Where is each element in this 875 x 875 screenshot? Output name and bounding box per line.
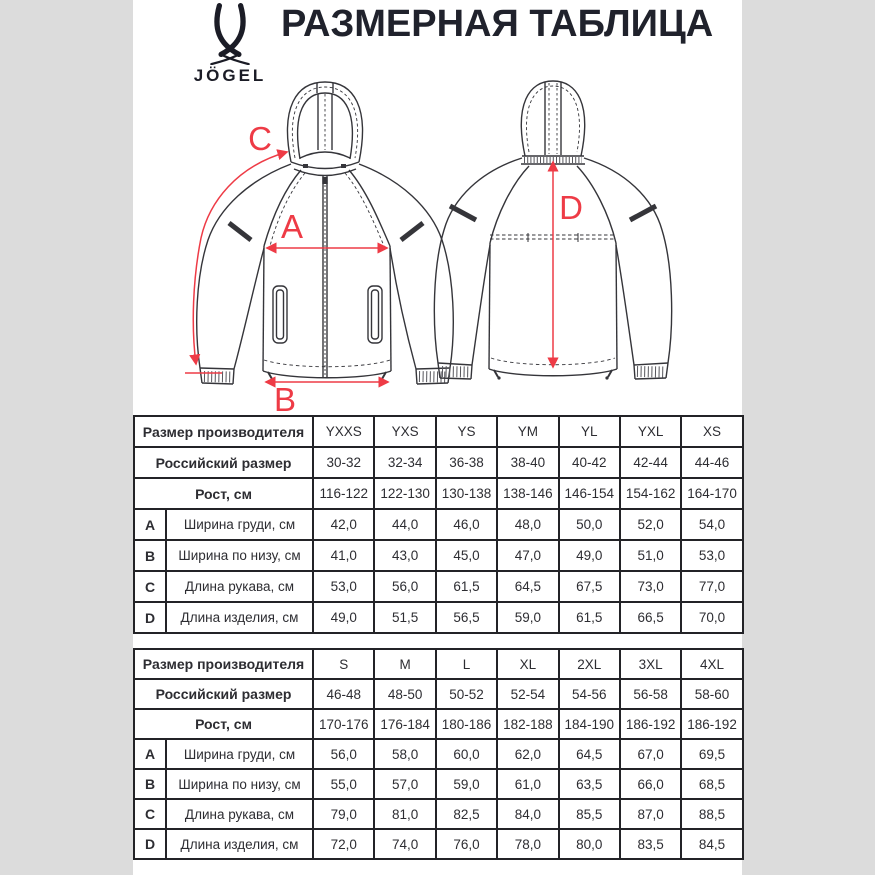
value-cell: 74,0 [374, 829, 435, 859]
measure-name: Ширина груди, см [166, 509, 313, 540]
brand-logo [180, 3, 280, 86]
measure-row [134, 602, 743, 633]
measure-name: Длина изделия, см [166, 602, 313, 633]
brand-wordmark: JÖGEL [193, 66, 267, 85]
value-cell: 73,0 [620, 571, 681, 602]
header-row [134, 649, 743, 679]
row-label: Размер производителя [134, 416, 313, 447]
measure-row [134, 571, 743, 602]
value-cell: 55,0 [313, 769, 374, 799]
value-cell: 66,0 [620, 769, 681, 799]
value-cell: 64,5 [497, 571, 558, 602]
size-cell: S [313, 649, 374, 679]
size-cell: 2XL [559, 649, 620, 679]
value-cell: 82,5 [436, 799, 497, 829]
value-cell: 41,0 [313, 540, 374, 571]
size-cell: YM [497, 416, 558, 447]
value-cell: 64,5 [559, 739, 620, 769]
header-row [134, 679, 743, 709]
header-row [134, 709, 743, 739]
value-cell: 48,0 [497, 509, 558, 540]
value-cell: 49,0 [313, 602, 374, 633]
size-cell: 180-186 [436, 709, 497, 739]
size-cell: 186-192 [681, 709, 742, 739]
measure-letter: C [134, 571, 166, 602]
size-cell: XL [497, 649, 558, 679]
value-cell: 77,0 [681, 571, 742, 602]
size-cell: 4XL [681, 649, 742, 679]
value-cell: 50,0 [559, 509, 620, 540]
measure-row [134, 829, 743, 859]
value-cell: 51,0 [620, 540, 681, 571]
measure-name: Ширина груди, см [166, 739, 313, 769]
value-cell: 56,0 [313, 739, 374, 769]
value-cell: 68,5 [681, 769, 742, 799]
jacket-diagram [133, 78, 742, 415]
measure-letter: D [134, 829, 166, 859]
size-cell: YS [436, 416, 497, 447]
size-cell: 186-192 [620, 709, 681, 739]
value-cell: 70,0 [681, 602, 742, 633]
size-cell: M [374, 649, 435, 679]
size-cell: 48-50 [374, 679, 435, 709]
value-cell: 59,0 [497, 602, 558, 633]
value-cell: 52,0 [620, 509, 681, 540]
size-cell: 46-48 [313, 679, 374, 709]
size-cell: 54-56 [559, 679, 620, 709]
size-cell: 52-54 [497, 679, 558, 709]
measure-letter: A [134, 509, 166, 540]
size-cell: 184-190 [559, 709, 620, 739]
value-cell: 44,0 [374, 509, 435, 540]
value-cell: 61,5 [559, 602, 620, 633]
row-label: Российский размер [134, 679, 313, 709]
value-cell: 47,0 [497, 540, 558, 571]
value-cell: 84,5 [681, 829, 742, 859]
measure-name: Ширина по низу, см [166, 540, 313, 571]
measure-name: Длина рукава, см [166, 571, 313, 602]
measure-row [134, 540, 743, 571]
value-cell: 80,0 [559, 829, 620, 859]
value-cell: 79,0 [313, 799, 374, 829]
value-cell: 49,0 [559, 540, 620, 571]
value-cell: 53,0 [681, 540, 742, 571]
value-cell: 78,0 [497, 829, 558, 859]
value-cell: 61,5 [436, 571, 497, 602]
size-cell: 130-138 [436, 478, 497, 509]
measure-name: Ширина по низу, см [166, 769, 313, 799]
label-garment-length: D [559, 189, 583, 226]
size-cell: 32-34 [374, 447, 435, 478]
value-cell: 66,5 [620, 602, 681, 633]
row-label: Рост, см [134, 709, 313, 739]
header-row [134, 447, 743, 478]
measure-letter: C [134, 799, 166, 829]
value-cell: 56,5 [436, 602, 497, 633]
value-cell: 60,0 [436, 739, 497, 769]
value-cell: 63,5 [559, 769, 620, 799]
size-cell: 40-42 [559, 447, 620, 478]
label-sleeve-length: C [248, 120, 272, 157]
measure-name: Длина изделия, см [166, 829, 313, 859]
value-cell: 46,0 [436, 509, 497, 540]
size-cell: 154-162 [620, 478, 681, 509]
value-cell: 81,0 [374, 799, 435, 829]
row-label: Российский размер [134, 447, 313, 478]
size-cell: 38-40 [497, 447, 558, 478]
size-cell: 138-146 [497, 478, 558, 509]
measure-name: Длина рукава, см [166, 799, 313, 829]
value-cell: 83,5 [620, 829, 681, 859]
value-cell: 62,0 [497, 739, 558, 769]
size-cell: 170-176 [313, 709, 374, 739]
size-cell: 146-154 [559, 478, 620, 509]
size-cell: 182-188 [497, 709, 558, 739]
size-cell: 176-184 [374, 709, 435, 739]
measure-row [134, 509, 743, 540]
value-cell: 57,0 [374, 769, 435, 799]
measure-row [134, 769, 743, 799]
size-cell: 36-38 [436, 447, 497, 478]
measure-letter: A [134, 739, 166, 769]
size-cell: 164-170 [681, 478, 742, 509]
size-cell: L [436, 649, 497, 679]
value-cell: 88,5 [681, 799, 742, 829]
size-cell: 44-46 [681, 447, 742, 478]
value-cell: 67,5 [559, 571, 620, 602]
header-row [134, 478, 743, 509]
value-cell: 69,5 [681, 739, 742, 769]
row-label: Размер производителя [134, 649, 313, 679]
value-cell: 61,0 [497, 769, 558, 799]
size-cell: 30-32 [313, 447, 374, 478]
size-cell: XS [681, 416, 742, 447]
size-cell: 56-58 [620, 679, 681, 709]
value-cell: 51,5 [374, 602, 435, 633]
size-cell: YXS [374, 416, 435, 447]
measure-row [134, 739, 743, 769]
size-cell: 122-130 [374, 478, 435, 509]
size-cell: 58-60 [681, 679, 742, 709]
size-tables [133, 415, 742, 874]
size-cell: 50-52 [436, 679, 497, 709]
size-chart-page [133, 0, 742, 875]
size-cell: YXL [620, 416, 681, 447]
value-cell: 53,0 [313, 571, 374, 602]
measure-letter: B [134, 540, 166, 571]
page-title: РАЗМЕРНАЯ ТАБЛИЦА [281, 3, 714, 45]
value-cell: 56,0 [374, 571, 435, 602]
size-table-1 [133, 415, 744, 634]
measure-letter: B [134, 769, 166, 799]
size-cell: 3XL [620, 649, 681, 679]
size-cell: YL [559, 416, 620, 447]
value-cell: 72,0 [313, 829, 374, 859]
value-cell: 43,0 [374, 540, 435, 571]
measure-letter: D [134, 602, 166, 633]
size-cell: YXXS [313, 416, 374, 447]
value-cell: 45,0 [436, 540, 497, 571]
measure-row [134, 799, 743, 829]
row-label: Рост, см [134, 478, 313, 509]
value-cell: 42,0 [313, 509, 374, 540]
size-cell: 116-122 [313, 478, 374, 509]
value-cell: 67,0 [620, 739, 681, 769]
front-jacket-drawing [197, 82, 454, 384]
jogel-emblem-icon [190, 3, 270, 65]
jacket-diagram-svg [133, 78, 742, 415]
value-cell: 76,0 [436, 829, 497, 859]
value-cell: 85,5 [559, 799, 620, 829]
value-cell: 87,0 [620, 799, 681, 829]
header-row [134, 416, 743, 447]
value-cell: 58,0 [374, 739, 435, 769]
label-chest-width: A [280, 208, 304, 245]
value-cell: 59,0 [436, 769, 497, 799]
label-bottom-width: B [273, 381, 297, 415]
size-cell: 42-44 [620, 447, 681, 478]
value-cell: 84,0 [497, 799, 558, 829]
size-table-2 [133, 648, 744, 860]
value-cell: 54,0 [681, 509, 742, 540]
